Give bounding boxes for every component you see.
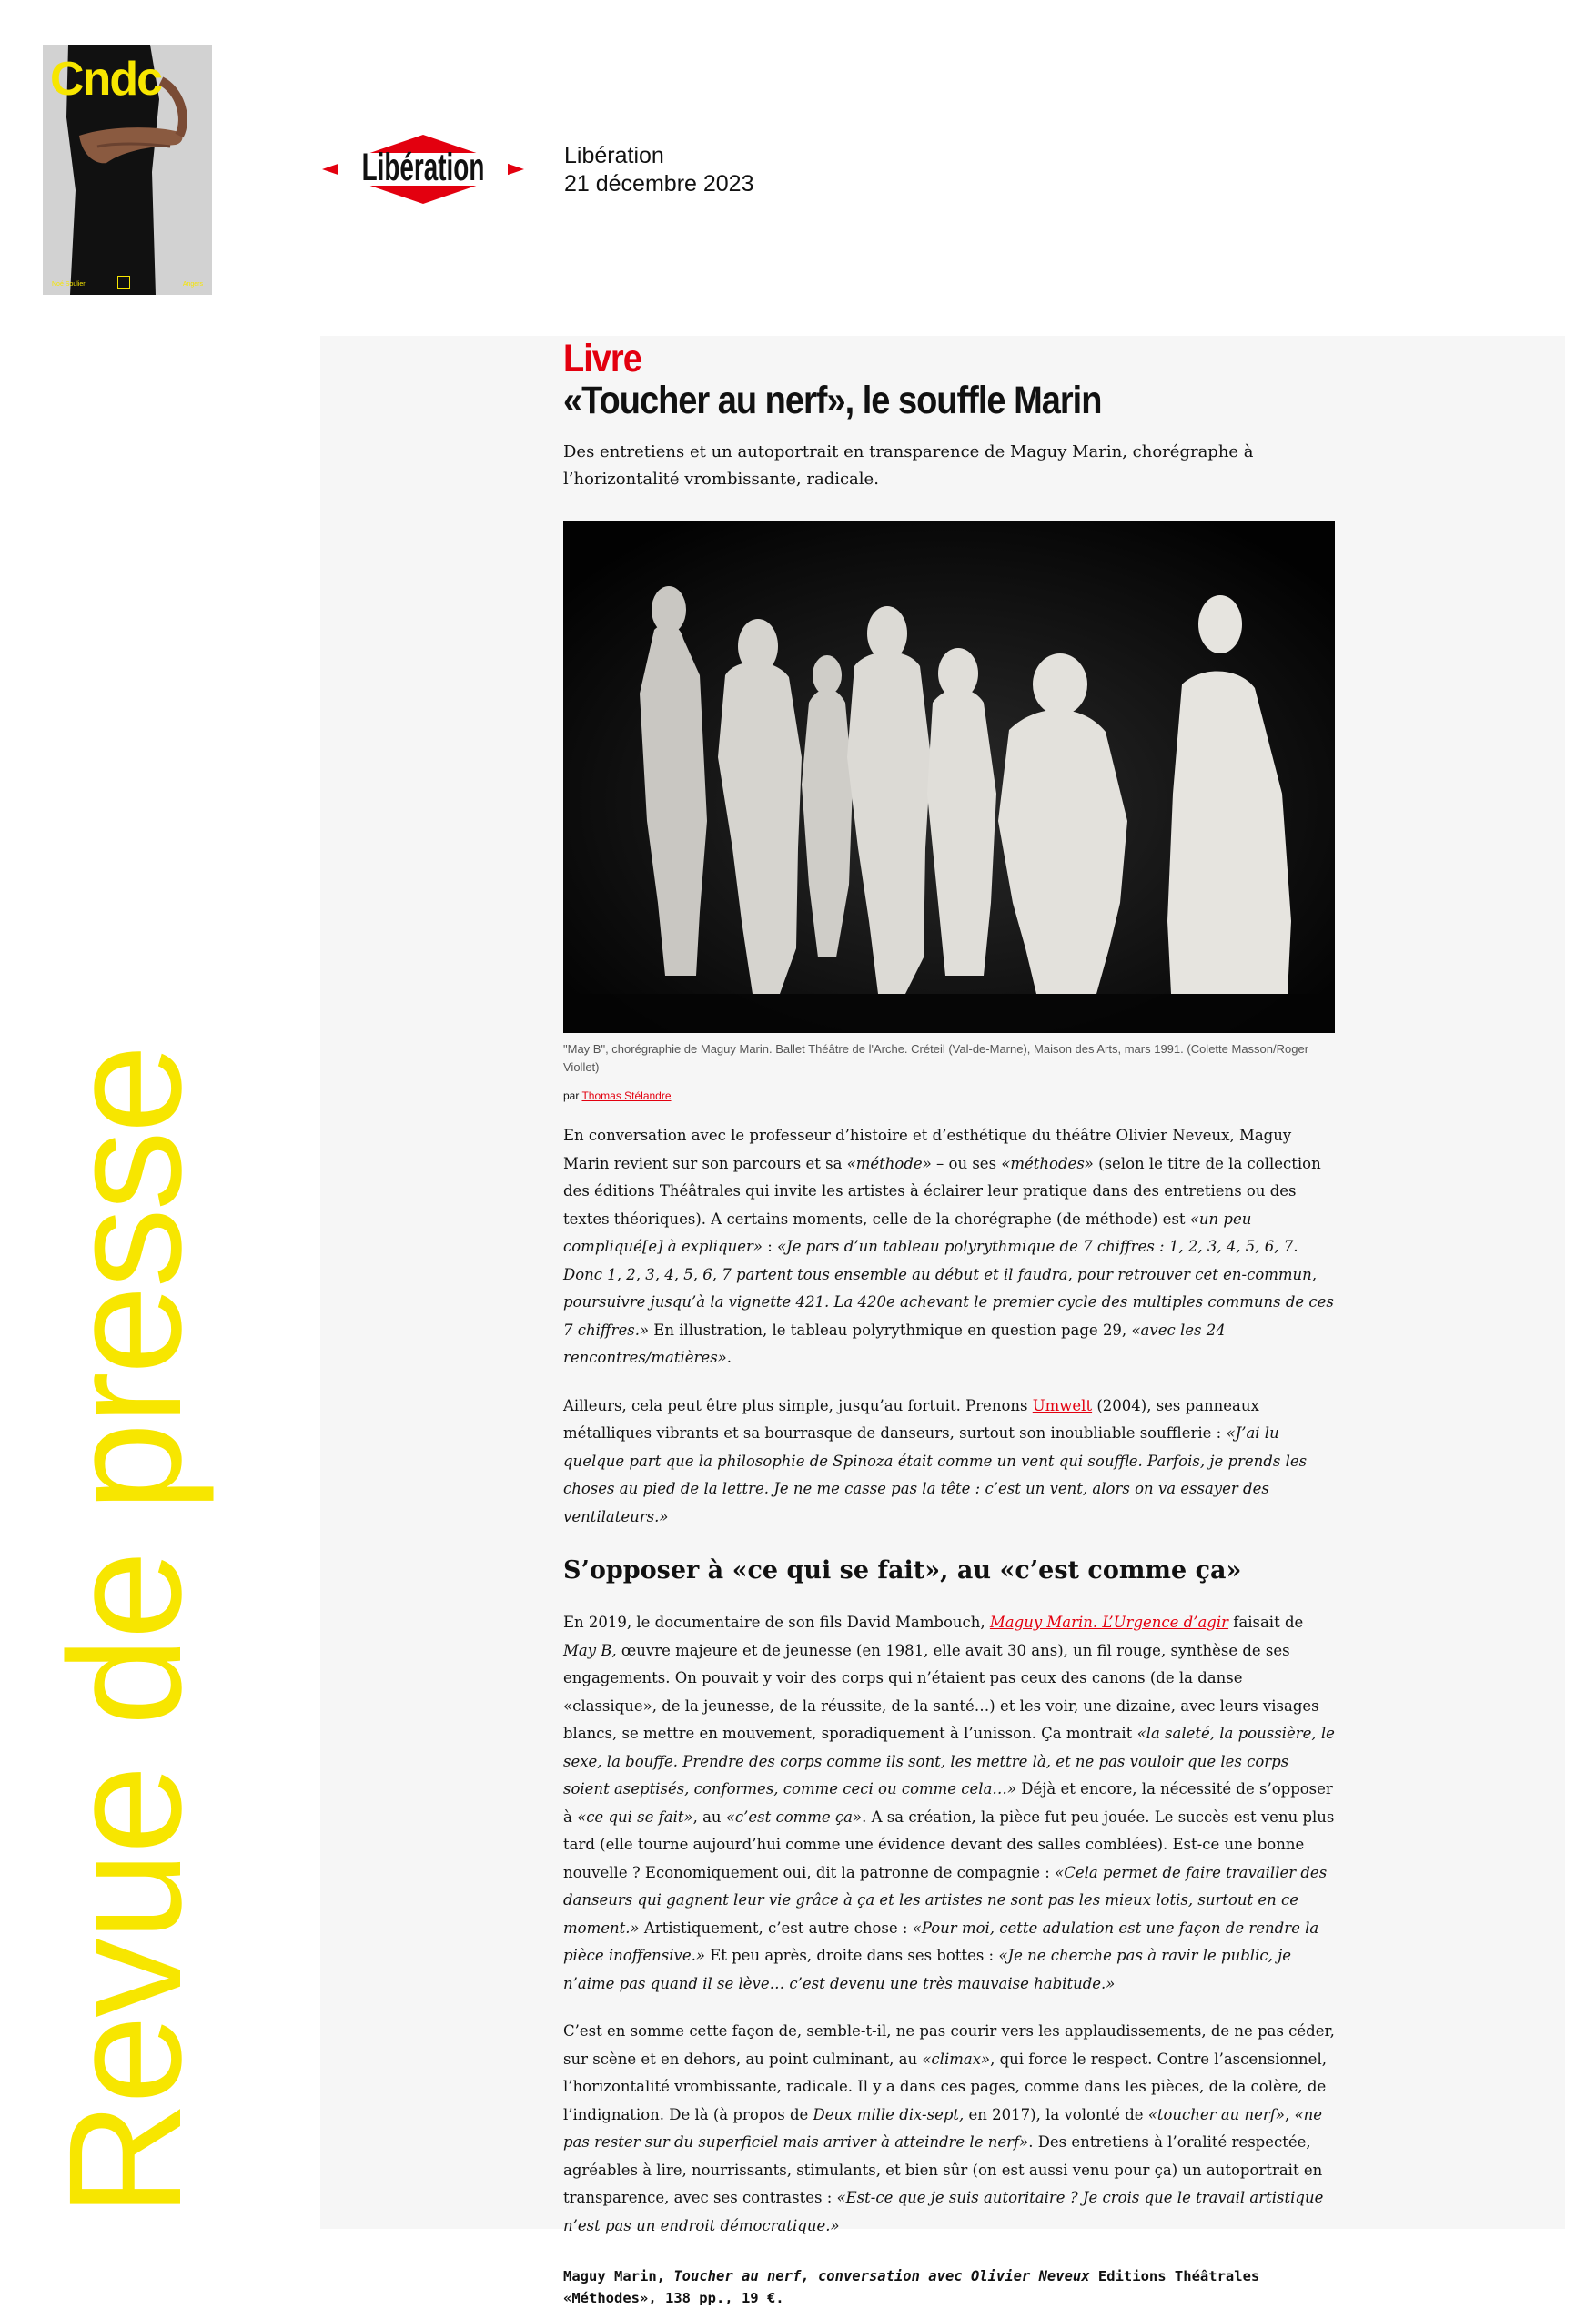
article-paragraph-3: En 2019, le documentaire de son fils David Mambouch, Maguy Marin. L’Urgence d’agir faisait de May B, œuvre majeure et de jeunesse (en 1981, elle avait 30 ans), un fil rouge, synthèse de ses engagements. On pouvait y voir des corps qui n’étaient pas ceux des canons (de la danse «classique», de la jeunesse, de la réussite, de la santé…) et les voir, une dizaine, avec leurs visages blancs, se mettre en mouvement, sporadiquement à l’unisson. Ça montrait «la saleté, la poussière, le sexe, la bouffe. Prendre des corps comme ils sont, les mettre là, et ne pas vouloir que les corps soient aseptisés, conformes, comme ceci ou comme cela…» Déjà et encore, la nécessité de s’opposer à «ce qui se fait», au «c’est comme ça». A sa création, la pièce fut peu jouée. Le succès est venu plus tard (elle tourne aujourd’hui comme une évidence devant des salles comblées). Est-ce une bonne nouvelle ? Economiquement oui, dit la patronne de compagnie : «Cela permet de faire travailler des danseurs qui gagnent leur vie grâce à ça et les artistes ne sont pas les mieux lotis, surtout en ce moment.» Artistiquement, c’est autre chose : «Pour moi, cette adulation est une façon de rendre la pièce inoffensive.» Et peu après, droite dans ses bottes : «Je ne cherche pas à ravir le public, je n’aime pas quand il se lève… c’est devenu une très mauvaise habitude.» — [563, 1614, 1335, 1992]
cndc-logo: Cndc — [50, 53, 161, 106]
liberation-logo — [320, 133, 526, 206]
cover-artist-name: Noé Soulier — [52, 281, 86, 288]
article-photo — [563, 521, 1335, 1033]
article-headline: «Toucher au nerf», le souffle Marin — [563, 379, 1102, 422]
book-reference: Maguy Marin, Toucher au nerf, conversation avec Olivier Neveux Editions Théâtrales «Méthodes», 138 pp., 19 €. — [563, 2268, 1260, 2306]
cover-thumbnail — [43, 45, 212, 295]
author-link[interactable]: Thomas Stélandre — [581, 1089, 672, 1102]
photo-caption: "May B", chorégraphie de Maguy Marin. Ballet Théâtre de l'Arche. Créteil (Val-de-Marne), Maison des Arts, mars 1991. (Colette Masson/Roger Viollet) — [563, 1042, 1309, 1074]
umwelt-link[interactable]: Umwelt — [1032, 1396, 1093, 1414]
byline — [563, 1089, 1335, 1102]
article-paragraph-1: En conversation avec le professeur d’histoire et d’esthétique du théâtre Olivier Neveux, Maguy Marin revient sur son parcours et sa «méthode» – ou ses «méthodes» (selon le titre de la collection des éditions Théâtrales qui invite les artistes à éclairer leur pratique dans des entretiens ou des textes théoriques). A certains moments, celle de la chorégraphe (de méthode) est «un peu compliqué[e] à expliquer» : «Je pars d’un tableau polyrythmique de 7 chiffres : 1, 2, 3, 4, 5, 6, 7. Donc 1, 2, 3, 4, 5, 6, 7 partent tous ensemble au début et il faudra, pour retrouver cet en-commun, poursuivre jusqu’à la vignette 421. La 420e achevant le premier cycle des multiples communs de ces 7 chiffres.» En illustration, le tableau polyrythmique en question page 29, «avec les 24 rencontres/matières». — [563, 1127, 1334, 1366]
article-standfirst: Des entretiens et un autoportrait en transparence de Maguy Marin, chorégraphe à l’horizontalité vrombissante, radicale. — [563, 442, 1254, 489]
publication-source — [564, 142, 753, 198]
publication-name: Libération — [564, 143, 664, 168]
byline-prefix: par — [563, 1089, 580, 1102]
revue-de-presse-title: Revue de presse — [36, 1047, 215, 2217]
cover-badge-icon — [117, 276, 130, 289]
article-paragraph-2: Ailleurs, cela peut être plus simple, jusqu’au fortuit. Prenons Umwelt (2004), ses panneaux métalliques vibrants et sa bourrasque de danseurs, surtout son inoubliable soufflerie : «J’ai lu quelque part que la philosophie de Spinoza était comme un vent qui souffle. Parfois, je prends les choses au pied de la lettre. Je ne me casse pas la tête : c’est un vent, alors on va essayer des ventilateurs.» — [563, 1396, 1308, 1525]
cover-city-tag: Angers — [182, 281, 203, 288]
article-subheading: S’opposer à «ce qui se fait», au «c’est comme ça» — [563, 1556, 1242, 1585]
dancers-photo — [563, 521, 1335, 1033]
documentary-link[interactable]: Maguy Marin. L’Urgence d’agir — [989, 1614, 1229, 1631]
article-column — [563, 339, 1335, 2309]
article-paragraph-4: C’est en somme cette façon de, semble-t-il, ne pas courir vers les applaudissements, de ne pas céder, sur scène et en dehors, au point culminant, au «climax», qui force le respect. Contre l’ascensionnel, l’horizontalité vrombissante, radicale. Il y a dans ces pages, comme dans les pièces, de la colère, de l’indignation. De là (à propos de Deux mille dix-sept, en 2017), la volonté de «toucher au nerf», «ne pas rester sur du superficiel mais arriver à atteindre le nerf». Des entretiens à l’oralité respectée, agréables à lire, nourrissants, stimulants, et bien sûr (on est aussi venu pour ça) un autoportrait en transparence, avec ses contrastes : «Est-ce que je suis autoritaire ? Je crois que le travail artistique n’est pas un endroit démocratique.» — [563, 2022, 1335, 2234]
article-kicker: Livre — [563, 337, 641, 380]
svg-text:Libération: Libération — [361, 144, 485, 189]
publication-date: 21 décembre 2023 — [564, 171, 754, 197]
